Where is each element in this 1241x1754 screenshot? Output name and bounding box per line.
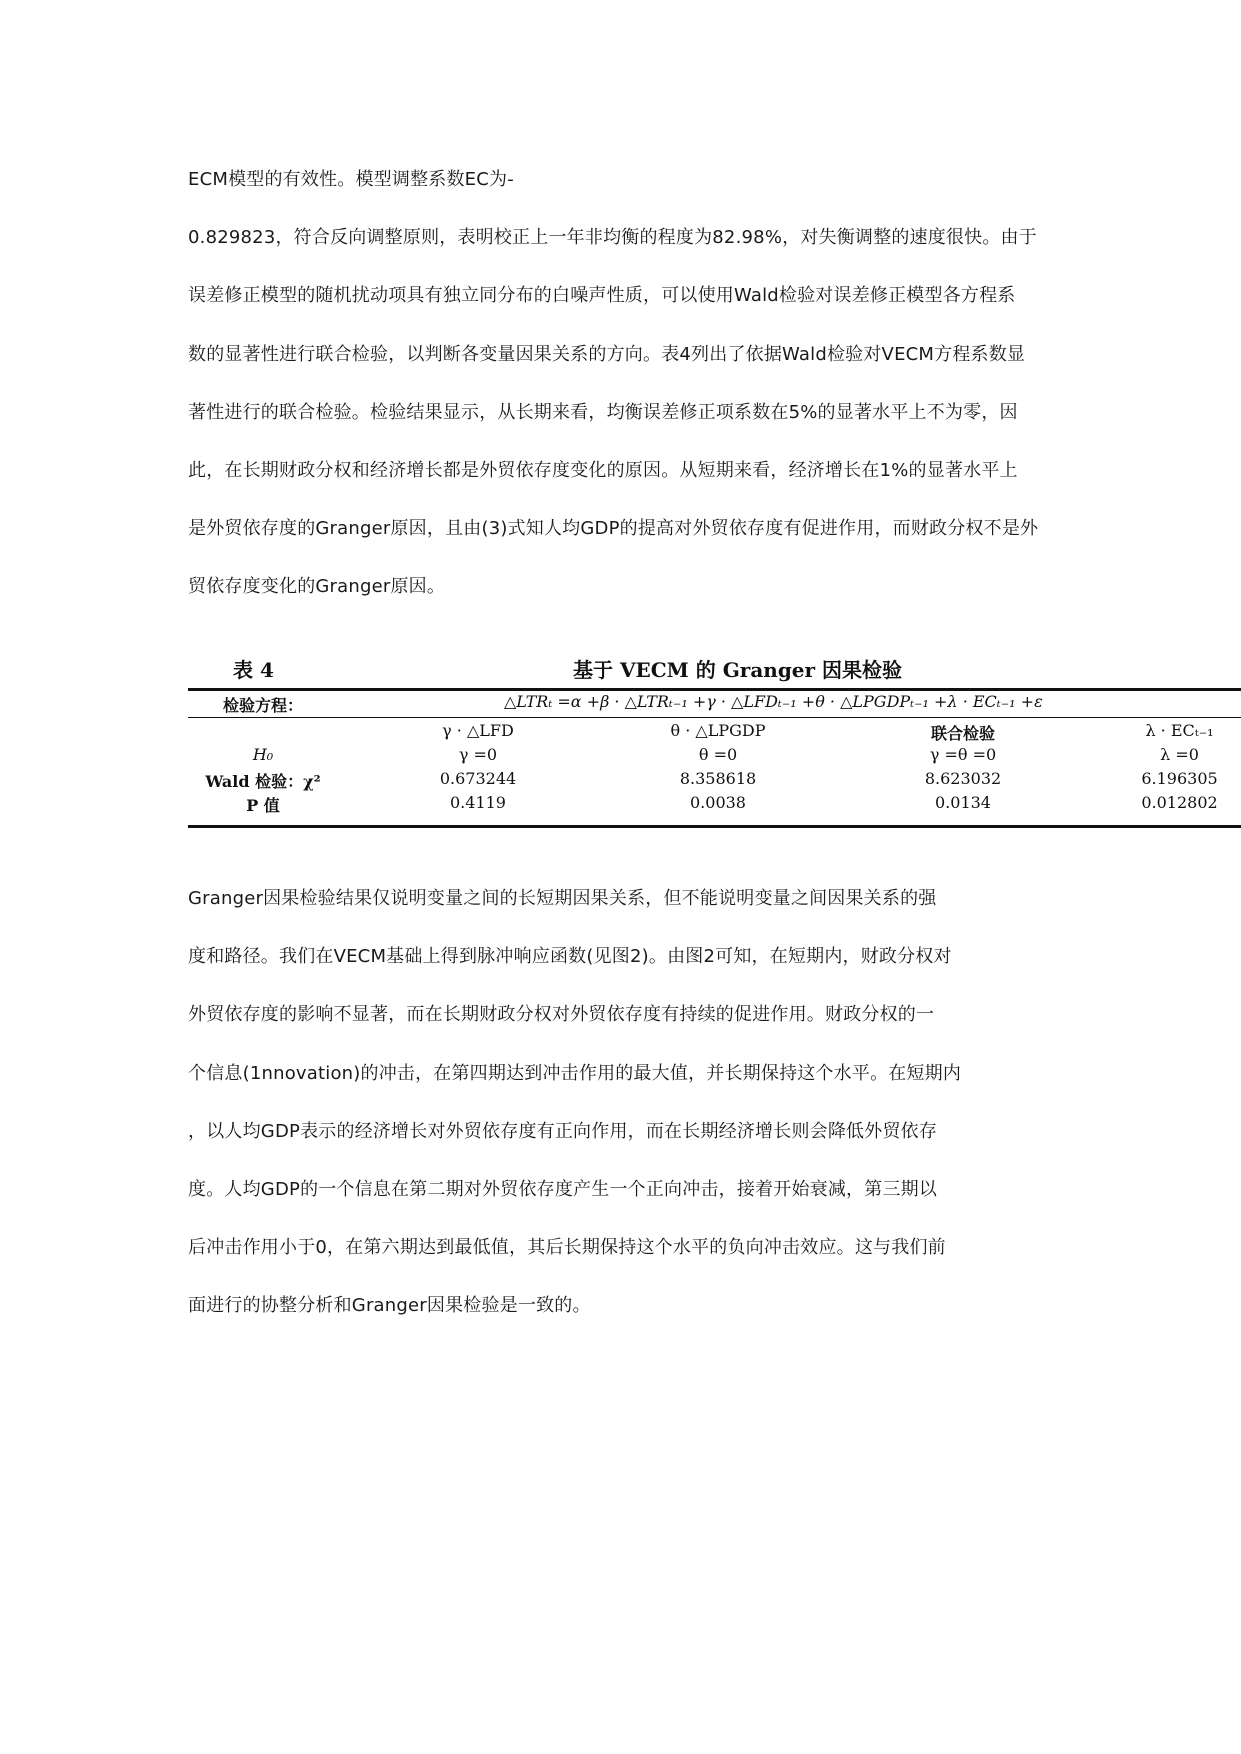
text-line: 度。人均GDP的一个信息在第二期对外贸依存度产生一个正向冲击，接着开始衰减，第三期以 bbox=[188, 1178, 938, 1200]
text-line: 此，在长期财政分权和经济增长都是外贸依存度变化的原因。从短期来看，经济增长在1%的显著水平上 bbox=[188, 459, 1018, 481]
table-cell: γ =0 bbox=[458, 745, 498, 764]
table-cell: 6.196305 bbox=[1141, 769, 1218, 788]
table-mid-rule bbox=[188, 717, 1241, 718]
test-equation: △LTRₜ =α +β · △LTRₜ₋₁ +γ · △LFDₜ₋₁ +θ · △LPGDPₜ₋₁ +λ · ECₜ₋₁ +ε bbox=[504, 692, 1043, 711]
text-line: 误差修正模型的随机扰动项具有独立同分布的白噪声性质，可以使用Wald检验对误差修正模型各方程系 bbox=[188, 285, 1016, 307]
row-label: P 值 bbox=[246, 796, 280, 815]
table-cell: θ =0 bbox=[698, 745, 738, 764]
table-cell: 0.0134 bbox=[935, 793, 991, 812]
table-number: 表 4 bbox=[233, 658, 274, 682]
table-cell: 0.673244 bbox=[439, 769, 517, 788]
header-cell: γ · △LFD bbox=[442, 721, 514, 740]
text-line: 贸依存度变化的Granger原因。 bbox=[188, 576, 446, 598]
header-cell: 联合检验 bbox=[930, 724, 995, 743]
table-cell: 8.358618 bbox=[679, 769, 757, 788]
text-line: 面进行的协整分析和Granger因果检验是一致的。 bbox=[188, 1295, 591, 1317]
text-line: Granger因果检验结果仅说明变量之间的长短期因果关系，但不能说明变量之间因果关系的强 bbox=[188, 888, 937, 909]
table-bottom-rule bbox=[188, 825, 1241, 828]
text-line: 著性进行的联合检验。检验结果显示，从长期来看，均衡误差修正项系数在5%的显著水平上不为零，因 bbox=[188, 401, 1018, 423]
table-title: 基于 VECM 的 Granger 因果检验 bbox=[573, 658, 903, 682]
table-cell: 0.012802 bbox=[1141, 793, 1218, 812]
paragraph-2 bbox=[188, 870, 1068, 1336]
text-line: ，以人均GDP表示的经济增长对外贸依存度有正向作用，而在长期经济增长则会降低外贸依存 bbox=[188, 1120, 938, 1142]
header-cell: λ · ECₜ₋₁ bbox=[1145, 721, 1214, 740]
header-cell: θ · △LPGDP bbox=[670, 721, 766, 740]
text-line: 是外贸依存度的Granger原因，且由(3)式知人均GDP的提高对外贸依存度有促进作用，而财政分权不是外 bbox=[188, 518, 1039, 540]
table-cell: 8.623032 bbox=[924, 769, 1002, 788]
text-line: 个信息(1nnovation)的冲击，在第四期达到冲击作用的最大值，并长期保持这个水平。在短期内 bbox=[188, 1062, 962, 1084]
table-cell: γ =θ =0 bbox=[929, 745, 997, 764]
table-cell: 0.4119 bbox=[450, 793, 506, 812]
row-label: Wald 检验：χ² bbox=[205, 772, 321, 791]
text-line: 后冲击作用小于0，在第六期达到最低值，其后长期保持这个水平的负向冲击效应。这与我们前 bbox=[188, 1237, 946, 1259]
table-cell: 0.0038 bbox=[690, 793, 746, 812]
text-line: 数的显著性进行联合检验，以判断各变量因果关系的方向。表4列出了依据Wald检验对VECM方程系数显 bbox=[188, 343, 1026, 365]
table-cell: λ =0 bbox=[1160, 745, 1199, 764]
paragraph-1 bbox=[188, 151, 1068, 617]
row-label: H₀ bbox=[252, 745, 274, 764]
text-line: 外贸依存度的影响不显著，而在长期财政分权对外贸依存度有持续的促进作用。财政分权的一 bbox=[188, 1004, 935, 1026]
table-top-rule bbox=[188, 688, 1241, 691]
text-line: 0.829823，符合反向调整原则，表明校正上一年非均衡的程度为82.98%，对失衡调整的速度很快。由于 bbox=[188, 227, 1037, 249]
text-line: ECM模型的有效性。模型调整系数EC为- bbox=[188, 169, 514, 190]
text-line: 度和路径。我们在VECM基础上得到脉冲响应函数(见图2)。由图2可知，在短期内，财政分权对 bbox=[188, 946, 952, 968]
equation-label: 检验方程： bbox=[223, 696, 304, 715]
